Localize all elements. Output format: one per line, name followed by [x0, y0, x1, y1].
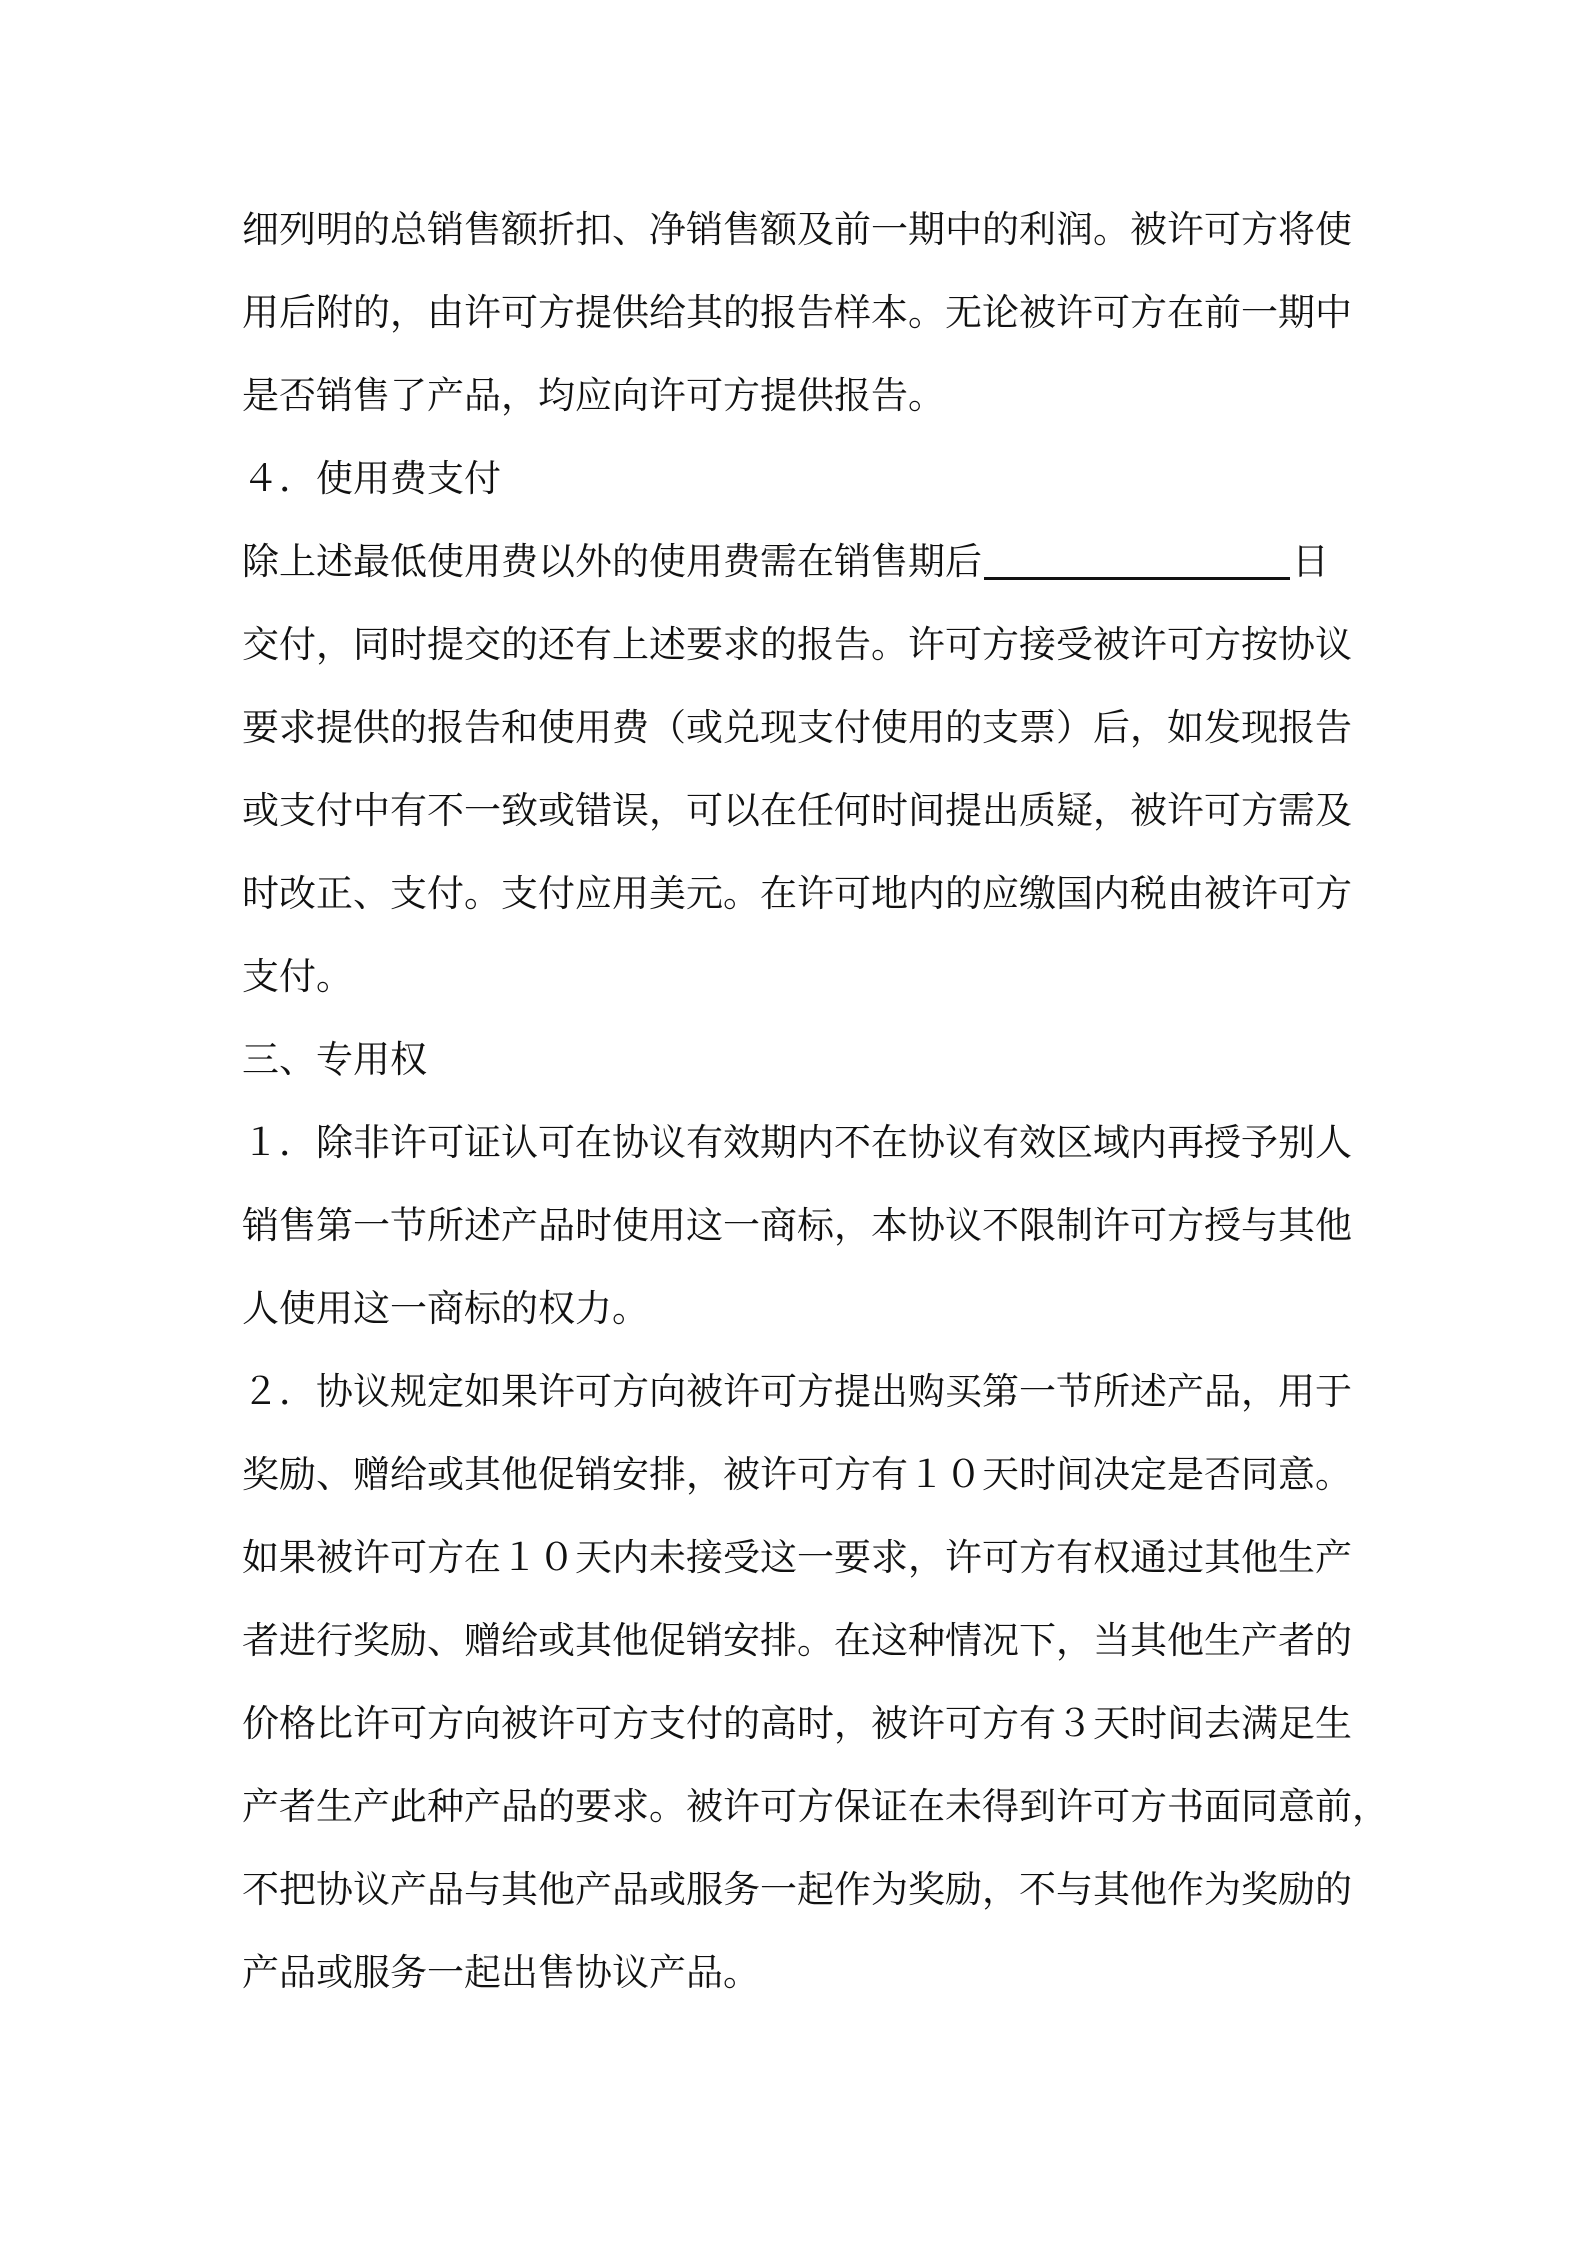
fill-in-blank	[984, 577, 1290, 580]
body-line: 时改正、支付。支付应用美元。在许可地内的应缴国内税由被许可方	[242, 872, 1352, 915]
body-line: 是否销售了产品，均应向许可方提供报告。	[242, 374, 945, 417]
body-line: １．除非许可证认可在协议有效期内不在协议有效区域内再授予别人	[242, 1121, 1352, 1164]
body-line: 不把协议产品与其他产品或服务一起作为奖励，不与其他作为奖励的	[242, 1868, 1352, 1911]
body-line: 产者生产此种产品的要求。被许可方保证在未得到许可方书面同意前，	[242, 1785, 1389, 1828]
body-line: 要求提供的报告和使用费（或兑现支付使用的支票）后，如发现报告	[242, 706, 1352, 749]
body-line: 销售第一节所述产品时使用这一商标，本协议不限制许可方授与其他	[242, 1204, 1352, 1247]
section-heading-exclusive-rights: 三、专用权	[242, 1038, 427, 1081]
section-heading-royalty-payment: ４．使用费支付	[242, 457, 501, 500]
body-line: 人使用这一商标的权力。	[242, 1287, 649, 1330]
body-line: 支付。	[242, 955, 353, 998]
body-line: 如果被许可方在１０天内未接受这一要求，许可方有权通过其他生产	[242, 1536, 1352, 1579]
body-line: 用后附的，由许可方提供给其的报告样本。无论被许可方在前一期中	[242, 291, 1352, 334]
body-line: 或支付中有不一致或错误，可以在任何时间提出质疑，被许可方需及	[242, 789, 1352, 832]
body-line: 奖励、赠给或其他促销安排，被许可方有１０天时间决定是否同意。	[242, 1453, 1352, 1496]
body-line: ２．协议规定如果许可方向被许可方提出购买第一节所述产品，用于	[242, 1370, 1352, 1413]
body-line: 交付，同时提交的还有上述要求的报告。许可方接受被许可方按协议	[242, 623, 1352, 666]
body-line: 细列明的总销售额折扣、净销售额及前一期中的利润。被许可方将使	[242, 208, 1352, 251]
body-line: 者进行奖励、赠给或其他促销安排。在这种情况下，当其他生产者的	[242, 1619, 1352, 1662]
body-line: 产品或服务一起出售协议产品。	[242, 1951, 760, 1994]
body-line: 价格比许可方向被许可方支付的高时，被许可方有３天时间去满足生	[242, 1702, 1352, 1745]
body-text: 除上述最低使用费以外的使用费需在销售期后	[242, 540, 982, 583]
body-line-with-blank	[242, 537, 1362, 587]
body-text: 日	[1292, 540, 1329, 583]
